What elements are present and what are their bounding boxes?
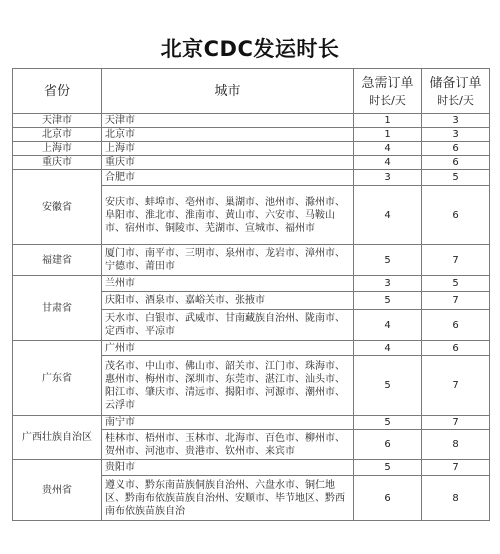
city-cell: 广州市 [102,341,354,356]
shipping-duration-table [12,68,490,521]
table-row [13,114,490,128]
reserve-days-cell: 5 [422,276,490,292]
urgent-days-cell: 5 [354,292,422,310]
table-row [13,142,490,156]
table-row [13,276,490,292]
urgent-days-cell: 5 [354,460,422,476]
table-row [13,460,490,476]
urgent-days-cell: 5 [354,356,422,416]
province-cell: 天津市 [13,114,102,128]
header-city: 城市 [102,69,354,114]
province-cell: 安徽省 [13,170,102,245]
urgent-days-cell: 5 [354,245,422,276]
reserve-days-cell: 7 [422,416,490,430]
table-body [13,114,490,521]
urgent-days-cell: 1 [354,114,422,128]
urgent-days-cell: 4 [354,142,422,156]
city-cell: 合肥市 [102,170,354,186]
header-urgent-title: 急需订单 [361,76,414,91]
reserve-days-cell: 6 [422,310,490,341]
reserve-days-cell: 5 [422,170,490,186]
province-cell: 福建省 [13,245,102,276]
city-cell: 贵阳市 [102,460,354,476]
province-cell: 重庆市 [13,156,102,170]
city-cell: 天水市、白银市、武威市、甘南藏族自治州、陇南市、定西市、平凉市 [102,310,354,341]
table-row [13,170,490,186]
city-cell: 茂名市、中山市、佛山市、韶关市、江门市、珠海市、惠州市、梅州市、深圳市、东莞市、湛江市、汕头市、阳江市、肇庆市、清远市、揭阳市、河源市、潮州市、云浮市 [102,356,354,416]
reserve-days-cell: 6 [422,186,490,245]
reserve-days-cell: 7 [422,460,490,476]
city-cell: 桂林市、梧州市、玉林市、北海市、百色市、柳州市、贺州市、河池市、贵港市、钦州市、来宾市 [102,430,354,460]
reserve-days-cell: 6 [422,142,490,156]
page-title: 北京CDC发运时长 [160,37,340,61]
reserve-days-cell: 8 [422,430,490,460]
header-urgent-order [354,69,422,114]
province-cell: 上海市 [13,142,102,156]
city-cell: 厦门市、南平市、三明市、泉州市、龙岩市、漳州市、宁德市、莆田市 [102,245,354,276]
header-row [13,69,490,114]
urgent-days-cell: 3 [354,170,422,186]
city-cell: 南宁市 [102,416,354,430]
city-cell: 重庆市 [102,156,354,170]
table-row [13,341,490,356]
city-cell: 安庆市、蚌埠市、亳州市、巢湖市、池州市、滁州市、阜阳市、淮北市、淮南市、黄山市、六安市、马鞍山市、宿州市、铜陵市、芜湖市、宣城市、福州市 [102,186,354,245]
city-cell: 遵义市、黔东南苗族侗族自治州、六盘水市、铜仁地区、黔南布依族苗族自治州、安顺市、毕节地区、黔西南布依族苗族自治 [102,476,354,521]
reserve-days-cell: 7 [422,245,490,276]
header-reserve-order [422,69,490,114]
reserve-days-cell: 6 [422,341,490,356]
reserve-days-cell: 3 [422,114,490,128]
urgent-days-cell: 4 [354,186,422,245]
reserve-days-cell: 7 [422,356,490,416]
urgent-days-cell: 3 [354,276,422,292]
province-cell: 甘肃省 [13,276,102,341]
table-row [13,128,490,142]
table-row [13,245,490,276]
urgent-days-cell: 6 [354,476,422,521]
urgent-days-cell: 1 [354,128,422,142]
urgent-days-cell: 4 [354,341,422,356]
city-cell: 兰州市 [102,276,354,292]
header-province: 省份 [13,69,102,114]
reserve-days-cell: 6 [422,156,490,170]
reserve-days-cell: 3 [422,128,490,142]
table-row [13,416,490,430]
city-cell: 上海市 [102,142,354,156]
city-cell: 庆阳市、酒泉市、嘉峪关市、张掖市 [102,292,354,310]
city-cell: 天津市 [102,114,354,128]
province-cell: 广东省 [13,341,102,416]
table-row [13,156,490,170]
urgent-days-cell: 5 [354,416,422,430]
reserve-days-cell: 7 [422,292,490,310]
header-reserve-title: 储备订单 [429,76,482,91]
province-cell: 广西壮族自治区 [13,416,102,460]
province-cell: 贵州省 [13,460,102,521]
urgent-days-cell: 4 [354,310,422,341]
reserve-days-cell: 8 [422,476,490,521]
urgent-days-cell: 4 [354,156,422,170]
header-reserve-unit: 时长/天 [437,94,474,107]
province-cell: 北京市 [13,128,102,142]
city-cell: 北京市 [102,128,354,142]
urgent-days-cell: 6 [354,430,422,460]
header-urgent-unit: 时长/天 [369,94,406,107]
